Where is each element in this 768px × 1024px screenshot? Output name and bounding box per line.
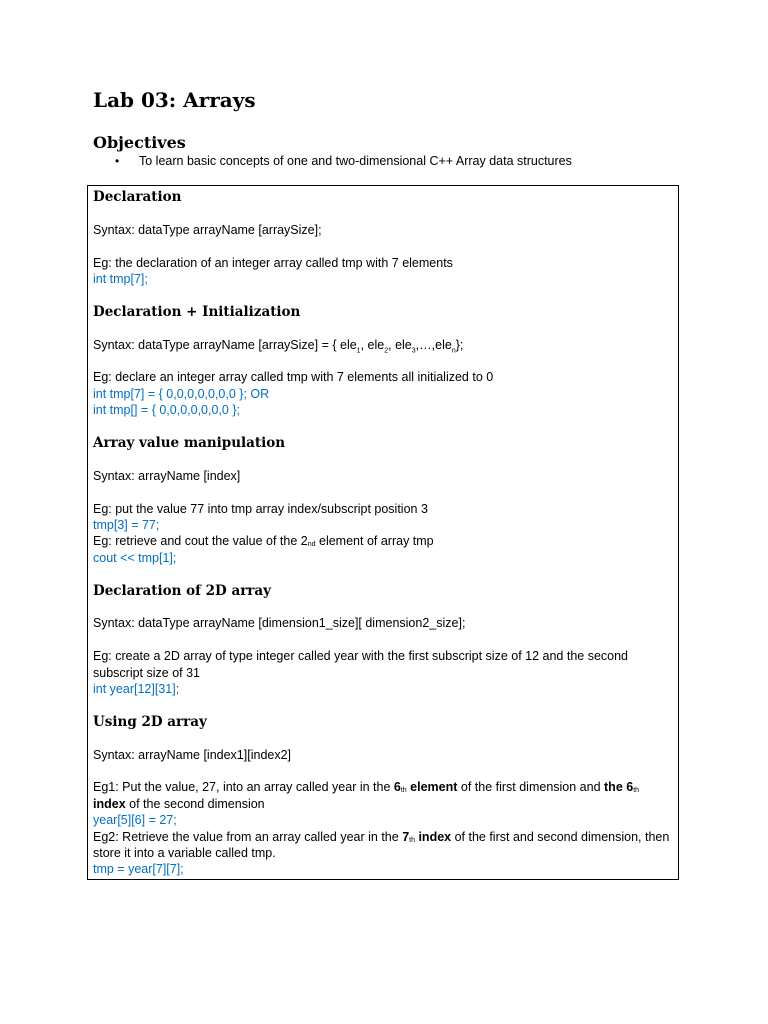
using-2d-code-2: tmp = year[7][7]; (93, 862, 184, 877)
manipulation-code-2: cout << tmp[1]; (93, 550, 177, 565)
declaration-2d-example: Eg: create a 2D array of type integer called year with the first subscript size of 12 and the second subscript size of 31 (93, 649, 629, 680)
objectives-list (93, 153, 693, 169)
objective-item (93, 153, 693, 169)
section-heading-declaration-2d: Declaration of 2D array (93, 582, 272, 599)
using-2d-example-1: Eg1: Put the value, 27, into an array called year in the 6th element of the first dimension and the 6th index of the second dimension (93, 780, 640, 811)
section-heading-using-2d: Using 2D array (93, 713, 207, 730)
manipulation-syntax: Syntax: arrayName [index] (93, 468, 241, 483)
manipulation-example-1: Eg: put the value 77 into tmp array index/subscript position 3 (93, 501, 428, 516)
declaration-init-code-1: int tmp[7] = { 0,0,0,0,0,0,0 }; OR (93, 386, 270, 401)
using-2d-example-2: Eg2: Retrieve the value from an array called year in the 7th index of the first and second dimension, then store it into a variable called tmp. (93, 829, 670, 861)
declaration-init-code-2: int tmp[] = { 0,0,0,0,0,0,0 }; (93, 403, 240, 418)
section-heading-manipulation: Array value manipulation (93, 435, 286, 451)
declaration-syntax: Syntax: dataType arrayName [arraySize]; (93, 222, 322, 237)
declaration-2d-code: int year[12][31]; (93, 682, 180, 697)
section-heading-declaration: Declaration (93, 189, 182, 205)
declaration-example: Eg: the declaration of an integer array called tmp with 7 elements (93, 255, 453, 270)
using-2d-code-1: year[5][6] = 27; (93, 813, 177, 828)
declaration-init-syntax: Syntax: dataType arrayName [arraySize] = { ele$_1$, ele$_2$, ele$_3$,…,ele$_n$}; (93, 337, 464, 355)
using-2d-syntax: Syntax: arrayName [index1][index2] (93, 747, 292, 762)
page-title: Lab 03: Arrays (93, 88, 256, 112)
content-box (87, 185, 679, 880)
bullet-icon: • (115, 154, 120, 168)
objective-text: To learn basic concepts of one and two-dimensional C++ Array data structures (139, 154, 572, 168)
declaration-init-example: Eg: declare an integer array called tmp with 7 elements all initialized to 0 (93, 370, 494, 385)
section-heading-declaration-init: Declaration + Initialization (93, 303, 301, 320)
declaration-2d-syntax: Syntax: dataType arrayName [dimension1_size][ dimension2_size]; (93, 616, 466, 631)
manipulation-example-2: Eg: retrieve and cout the value of the 2nd element of array tmp (93, 534, 434, 549)
objectives-heading: Objectives (93, 133, 186, 152)
manipulation-code-1: tmp[3] = 77; (93, 518, 160, 532)
declaration-code: int tmp[7]; (93, 272, 148, 286)
